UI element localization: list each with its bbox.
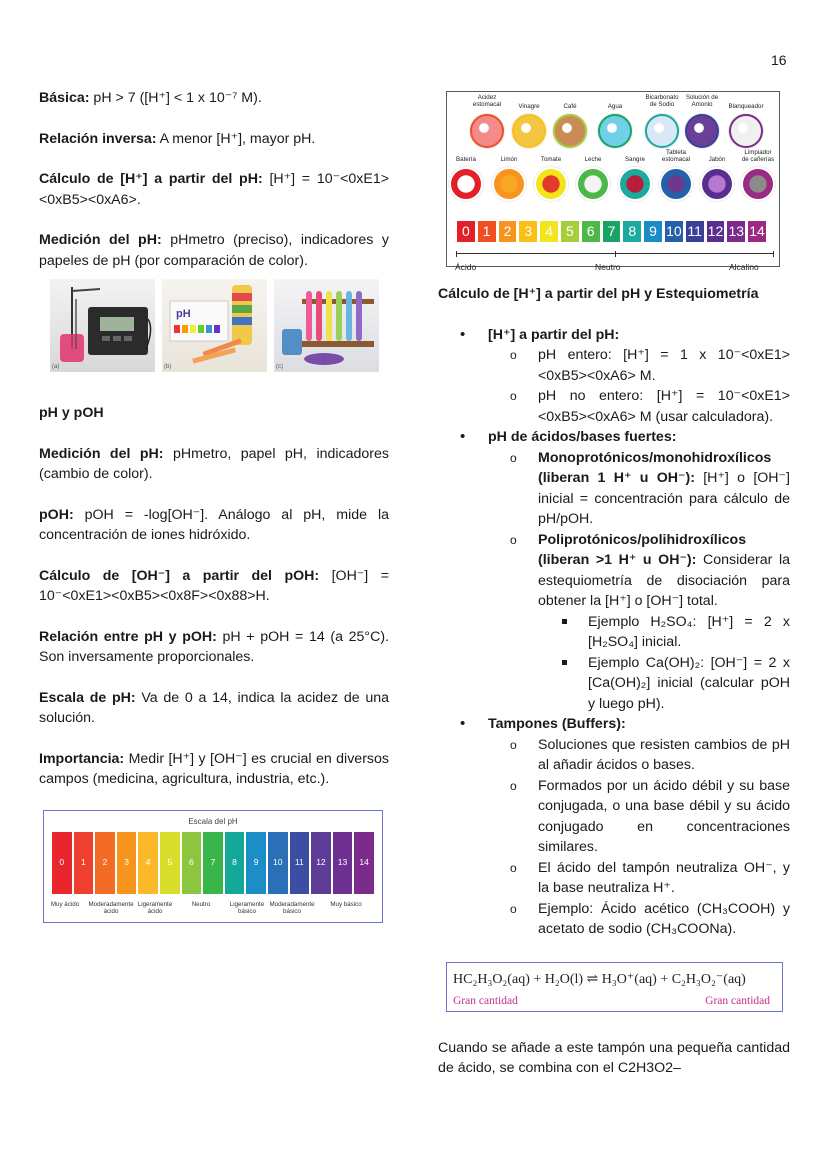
infographic-bottom-label-2: Tomate bbox=[540, 156, 562, 163]
ph-scale-cell-13: 13 bbox=[333, 832, 353, 894]
left-column bbox=[39, 88, 389, 923]
photo-ph-indicators: (c) bbox=[274, 279, 379, 372]
list-item-ejemplo-h2so4: Ejemplo H₂SO₄: [H⁺] = 2 x [H₂SO₄] inicial. bbox=[560, 612, 790, 653]
paragraph-relacion-inversa: Relación inversa: A menor [H⁺], mayor pH. bbox=[39, 130, 316, 147]
heading-ph-poh: pH y pOH bbox=[39, 405, 104, 421]
ph-scale-bar bbox=[52, 832, 374, 894]
ph-scale-cell-12: 12 bbox=[311, 832, 331, 894]
infographic-bottom-icon-7 bbox=[741, 167, 775, 201]
ph-infographic-axis bbox=[456, 253, 774, 254]
infographic-top-label-4: Bicarbonato de Sodio bbox=[645, 94, 679, 108]
ph-scale-label-3: Neutro bbox=[191, 900, 211, 908]
ph-infographic-cell-6: 6 bbox=[581, 220, 601, 243]
infographic-top-icon-1 bbox=[512, 114, 546, 148]
ph-scale-cell-6: 6 bbox=[182, 832, 202, 894]
paragraph-calculo-h: Cálculo de [H⁺] a partir del pH: [H⁺] = 10⁻<0xE1><0xB5><0xA6>. bbox=[39, 171, 389, 208]
infographic-bottom-icon-5 bbox=[659, 167, 693, 201]
infographic-top-icon-5 bbox=[685, 114, 719, 148]
ph-household-infographic bbox=[446, 91, 780, 272]
ph-infographic-cell-14: 14 bbox=[747, 220, 767, 243]
infographic-top-label-0: Acidez estomacal bbox=[472, 94, 502, 108]
ph-scale-label-5: Moderadamente básico bbox=[269, 900, 315, 915]
infographic-bottom-label-5: Tableta estomacal bbox=[661, 149, 691, 163]
ph-scale-cell-10: 10 bbox=[268, 832, 288, 894]
paragraph-relacion-ph-poh: Relación entre pH y pOH: pH + pOH = 14 (a 25°C). Son inversamente proporcionales. bbox=[39, 628, 389, 665]
infographic-top-icon-4 bbox=[645, 114, 679, 148]
ph-infographic-cell-7: 7 bbox=[602, 220, 622, 243]
ph-scale-cell-0: 0 bbox=[52, 832, 72, 894]
list-item-tampon-formados: o Formados por un ácido débil y su base conjugada, o una base débil y su ácido conjugado en concentraciones similares. bbox=[510, 776, 790, 858]
list-item-h-from-ph: • [H⁺] a partir del pH: o pH entero: [H⁺] = 1 x 10⁻<0xE1><0xB5><0xA6> M. o pH no entero: [H⁺] = 10⁻<0xE1><0xB5><0xA6> M (usar calculadora). bbox=[460, 325, 790, 428]
ph-scale-cell-3: 3 bbox=[117, 832, 137, 894]
paragraph-calculo-oh: Cálculo de [OH⁻] a partir del pOH: [OH⁻] = 10⁻<0xE1><0xB5><0x8F><0x88>H. bbox=[39, 567, 389, 604]
list-item-tampon-ejemplo: o Ejemplo: Ácido acético (CH₃COOH) y acetato de sodio (CH₃COONa). bbox=[510, 899, 790, 940]
buffer-equation-box bbox=[446, 962, 783, 1012]
list-item-monoprotonicos: o Monoprotónicos/monohidroxílicos (liberan 1 H⁺ u OH⁻): [H⁺] o [OH⁻] inicial = concentración para cálculo de pH/pOH. bbox=[510, 448, 790, 530]
content-list bbox=[460, 325, 790, 940]
ph-infographic-cell-13: 13 bbox=[726, 220, 746, 243]
ph-scale-label-0: Muy ácido bbox=[50, 900, 80, 908]
ph-measurement-photos bbox=[50, 279, 389, 377]
ph-scale-chart bbox=[43, 810, 383, 923]
infographic-bottom-icon-3 bbox=[576, 167, 610, 201]
ph-infographic-cell-4: 4 bbox=[539, 220, 559, 243]
ph-scale-cell-2: 2 bbox=[95, 832, 115, 894]
axis-label-neutro: Neutro bbox=[595, 262, 621, 272]
infographic-bottom-label-0: Batería bbox=[456, 156, 476, 163]
ph-infographic-cell-1: 1 bbox=[477, 220, 497, 243]
heading-calculo-estequiometria: Cálculo de [H⁺] a partir del pH y Estequiometría bbox=[438, 286, 759, 302]
list-item-tampon-def: o Soluciones que resisten cambios de pH al añadir ácidos o bases. bbox=[510, 735, 790, 776]
axis-label-acido: Ácido bbox=[455, 262, 477, 272]
ph-scale-cell-1: 1 bbox=[74, 832, 94, 894]
infographic-bottom-icon-0 bbox=[449, 167, 483, 201]
svg-text:pH: pH bbox=[176, 308, 191, 320]
buffer-equation: HC₂H₃O₂(aq) + H₂O(l) ⇌ H₃O⁺(aq) + C₂H₃O₂⁻(aq) bbox=[453, 971, 746, 987]
infographic-bottom-icon-4 bbox=[618, 167, 652, 201]
ph-infographic-cell-2: 2 bbox=[498, 220, 518, 243]
infographic-top-label-5: Solución de Amonio bbox=[685, 94, 719, 108]
ph-infographic-cell-12: 12 bbox=[706, 220, 726, 243]
infographic-bottom-label-6: Jabón bbox=[708, 156, 726, 163]
equation-note-left: Gran cantidad bbox=[453, 994, 518, 1007]
ph-infographic-cell-8: 8 bbox=[622, 220, 642, 243]
ph-scale-cell-7: 7 bbox=[203, 832, 223, 894]
infographic-top-label-2: Café bbox=[563, 103, 577, 110]
list-item-strong-acids-bases: • pH de ácidos/bases fuertes: o Monoprotónicos/monohidroxílicos (liberan 1 H⁺ u OH⁻): [H⁺] o [OH⁻] inicial = concentración para cálculo de pH/pOH. o Poliprotónicos/polihidroxílicos (liberan >1 H⁺ u OH⁻): Considerar la estequiometría de disociación para obtener la [H⁺] o [OH⁻] total. Ejemplo H₂SO₄: [H⁺] = 2 x [H₂SO₄] inicial. Ejemplo Ca(OH)₂: [OH⁻] = 2 x [Ca(OH)₂] inicial (calcular pOH y luego pH). bbox=[460, 427, 790, 714]
infographic-bottom-icon-2 bbox=[534, 167, 568, 201]
ph-infographic-cell-3: 3 bbox=[518, 220, 538, 243]
equation-note-right: Gran cantidad bbox=[705, 994, 770, 1007]
infographic-bottom-label-1: Limón bbox=[500, 156, 518, 163]
ph-infographic-cell-9: 9 bbox=[643, 220, 663, 243]
infographic-top-label-6: Blanqueador bbox=[728, 103, 764, 110]
ph-infographic-cell-10: 10 bbox=[664, 220, 684, 243]
list-item-ejemplo-caoh2: Ejemplo Ca(OH)₂: [OH⁻] = 2 x [Ca(OH)₂] inicial (calcular pOH y luego pH). bbox=[560, 653, 790, 715]
list-item-ph-no-entero: o pH no entero: [H⁺] = 10⁻<0xE1><0xB5><0xA6> M (usar calculadora). bbox=[510, 386, 790, 427]
infographic-bottom-icon-1 bbox=[492, 167, 526, 201]
ph-scale-cell-8: 8 bbox=[225, 832, 245, 894]
infographic-bottom-icon-6 bbox=[700, 167, 734, 201]
infographic-top-icon-3 bbox=[598, 114, 632, 148]
infographic-top-icon-0 bbox=[470, 114, 504, 148]
ph-scale-cell-11: 11 bbox=[290, 832, 310, 894]
ph-scale-label-6: Muy básico bbox=[330, 900, 362, 908]
paragraph-importancia: Importancia: Medir [H⁺] y [OH⁻] es crucial en diversos campos (medicina, agricultura, industria, etc.). bbox=[39, 750, 389, 787]
ph-infographic-cell-0: 0 bbox=[456, 220, 476, 243]
paragraph-basica: Básica: pH > 7 ([H⁺] < 1 x 10⁻⁷ M). bbox=[39, 90, 262, 106]
ph-scale-label-2: Ligeramente ácido bbox=[137, 900, 173, 915]
axis-label-alcalino: Alcalino bbox=[729, 262, 759, 272]
photo-ph-meter: (a) bbox=[50, 279, 155, 372]
paragraph-poh: pOH: pOH = -log[OH⁻]. Análogo al pH, mide la concentración de iones hidróxido. bbox=[39, 506, 389, 543]
right-column bbox=[438, 88, 790, 1079]
list-item-poliprotonicos: o Poliprotónicos/polihidroxílicos (liberan >1 H⁺ u OH⁻): Considerar la estequiometría de disociación para obtener la [H⁺] o [OH⁻] total. Ejemplo H₂SO₄: [H⁺] = 2 x [H₂SO₄] inicial. Ejemplo Ca(OH)₂: [OH⁻] = 2 x [Ca(OH)₂] inicial (calcular pOH y luego pH). bbox=[510, 530, 790, 715]
infographic-bottom-label-3: Leche bbox=[584, 156, 602, 163]
ph-infographic-cell-5: 5 bbox=[560, 220, 580, 243]
paragraph-medicion-2: Medición del pH: pHmetro, papel pH, indicadores (cambio de color). bbox=[39, 445, 389, 482]
infographic-top-icon-2 bbox=[553, 114, 587, 148]
infographic-bottom-label-4: Sangre bbox=[625, 156, 645, 163]
infographic-top-icon-6 bbox=[729, 114, 763, 148]
infographic-bottom-label-7: Limpiador de cañerías bbox=[741, 149, 775, 163]
paragraph-tail: Cuando se añade a este tampón una pequeña cantidad de ácido, se combina con el C2H3O2– bbox=[438, 1039, 790, 1076]
list-item-tampones: • Tampones (Buffers): o Soluciones que resisten cambios de pH al añadir ácidos o bases. o Formados por un ácido débil y su base conjugada, o una base débil y su ácido conjugado en concentraciones similares. o El ácido del tampón neutraliza OH⁻, y la base neutraliza H⁺. o Ejemplo: Ácido acético (CH₃COOH) y acetato de sodio (CH₃COONa). bbox=[460, 714, 790, 940]
ph-scale-cell-14: 14 bbox=[354, 832, 374, 894]
photo-ph-paper: pH (b) bbox=[162, 279, 267, 372]
ph-scale-label-1: Moderadamente ácido bbox=[88, 900, 134, 915]
infographic-top-label-3: Agua bbox=[607, 103, 623, 110]
list-item-tampon-neutraliza: o El ácido del tampón neutraliza OH⁻, y la base neutraliza H⁺. bbox=[510, 858, 790, 899]
ph-scale-cell-9: 9 bbox=[246, 832, 266, 894]
list-item-ph-entero: o pH entero: [H⁺] = 1 x 10⁻<0xE1><0xB5><0xA6> M. bbox=[510, 345, 790, 386]
ph-scale-cell-4: 4 bbox=[138, 832, 158, 894]
ph-scale-cell-5: 5 bbox=[160, 832, 180, 894]
paragraph-medicion: Medición del pH: pHmetro (preciso), indicadores y papeles de pH (por comparación de color). bbox=[39, 232, 389, 269]
ph-infographic-cell-11: 11 bbox=[685, 220, 705, 243]
ph-infographic-scale bbox=[456, 220, 767, 243]
paragraph-escala: Escala de pH: Va de 0 a 14, indica la acidez de una solución. bbox=[39, 689, 389, 726]
page-number: 16 bbox=[771, 52, 787, 68]
ph-scale-labels bbox=[52, 901, 376, 921]
ph-scale-title: Escala del pH bbox=[188, 816, 238, 826]
infographic-top-label-1: Vinagre bbox=[518, 103, 540, 110]
ph-scale-label-4: Ligeramente básico bbox=[229, 900, 265, 915]
